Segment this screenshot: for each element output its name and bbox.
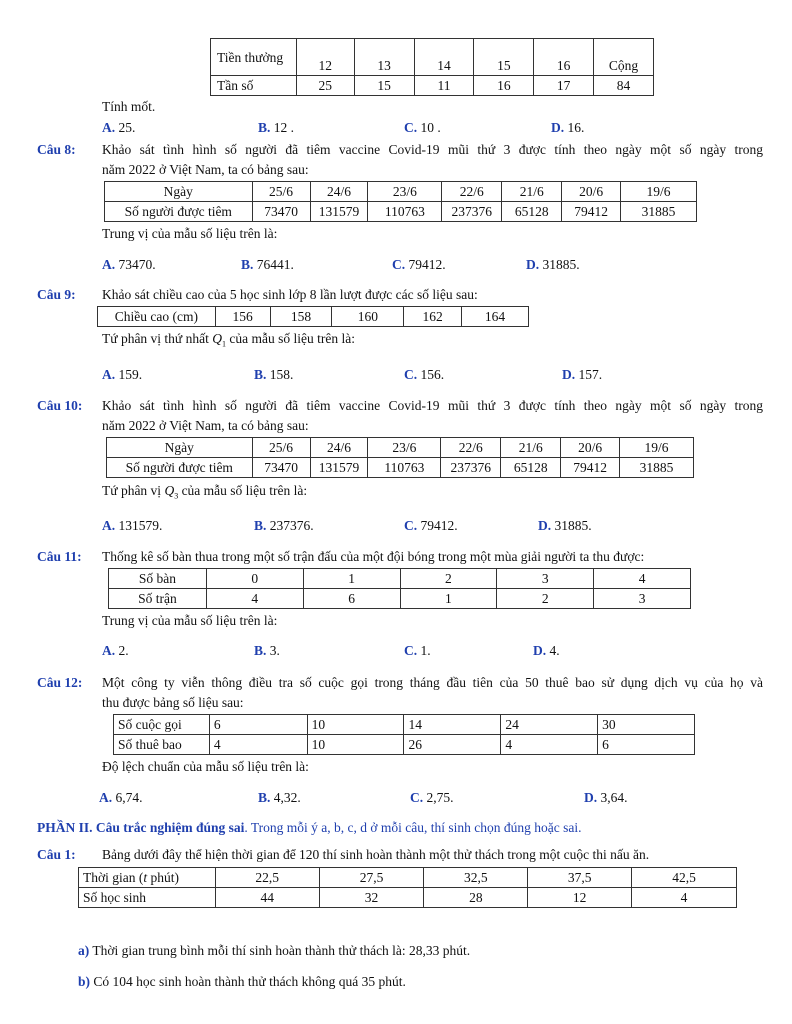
table-header-cell: Số trận xyxy=(109,589,207,609)
question-label: Câu 12: xyxy=(37,675,83,690)
table-cell: 10 xyxy=(307,735,404,755)
table-cell: 4 xyxy=(501,735,598,755)
option-b: B. 12 . xyxy=(258,120,295,135)
option-c: C. 79412. xyxy=(404,518,458,533)
question-text: năm 2022 ở Việt Nam, ta có bảng sau: xyxy=(102,418,309,433)
table-cell: 65128 xyxy=(501,458,561,478)
section-heading: PHẦN II. Câu trắc nghiệm đúng sai. Trong mỗi ý a, b, c, d ở mỗi câu, thí sinh chọn đúng hoặc sai. xyxy=(37,820,582,835)
option-d: D. 3,64. xyxy=(584,790,628,805)
option-c: C. 1. xyxy=(404,643,431,658)
table-header-cell: Chiều cao (cm) xyxy=(98,307,216,327)
table-cell: 0 xyxy=(206,569,303,589)
table-cell: 10 xyxy=(307,715,404,735)
question-text: Tứ phân vị thứ nhất $Q_1$ của mẫu số liệu trên là: xyxy=(102,331,355,349)
option-c: C. 79412. xyxy=(392,257,446,272)
table-cell: 12 xyxy=(296,39,354,76)
table-cell: 14 xyxy=(404,715,501,735)
table-cell: 6 xyxy=(598,735,695,755)
option-d: D. 31885. xyxy=(538,518,592,533)
table-cell: 22,5 xyxy=(215,868,319,888)
question-text: Độ lệch chuẩn của mẫu số liệu trên là: xyxy=(102,759,309,774)
table-cell: 20/6 xyxy=(562,182,621,202)
table-cell: 3 xyxy=(594,589,691,609)
table-cell: 4 xyxy=(632,888,737,908)
table-cell: 3 xyxy=(497,569,594,589)
table-cell: 22/6 xyxy=(441,438,501,458)
question-text: Trung vị của mẫu số liệu trên là: xyxy=(102,613,278,628)
question-text: Thống kê số bàn thua trong một số trận đấu của một đội bóng trong một mùa giải người ta thu được: xyxy=(102,549,645,564)
table-header-cell: Số người được tiêm xyxy=(107,458,253,478)
table-cell: 22/6 xyxy=(442,182,502,202)
table-cell: 2 xyxy=(497,589,594,609)
vaccine-table xyxy=(104,181,697,222)
question-text: Trung vị của mẫu số liệu trên là: xyxy=(102,226,278,241)
table-cell: 131579 xyxy=(310,458,368,478)
table-cell: 28 xyxy=(424,888,528,908)
option-a: A. 131579. xyxy=(102,518,163,533)
table-header-cell: Số bàn xyxy=(109,569,207,589)
table-cell: 15 xyxy=(474,39,534,76)
option-b: B. 3. xyxy=(254,643,280,658)
table-cell: 162 xyxy=(404,307,462,327)
table-cell: 24/6 xyxy=(310,438,368,458)
table-cell: 6 xyxy=(209,715,307,735)
option-b: B. 4,32. xyxy=(258,790,301,805)
question-text: Bảng dưới đây thể hiện thời gian để 120 thí sinh hoàn thành một thử thách trong một cuộc thi nấu ăn. xyxy=(102,847,650,862)
table-cell: 25/6 xyxy=(252,438,310,458)
table-cell: 131579 xyxy=(310,202,368,222)
table-cell: 237376 xyxy=(442,202,502,222)
question-label: Câu 9: xyxy=(37,287,76,302)
question-text: Tính mốt. xyxy=(102,99,156,114)
table-cell: 4 xyxy=(206,589,303,609)
table-cell: 158 xyxy=(270,307,332,327)
table-cell: 1 xyxy=(400,589,497,609)
question-text: năm 2022 ở Việt Nam, ta có bảng sau: xyxy=(102,162,309,177)
reward-frequency-table xyxy=(210,38,654,96)
table-cell: 32,5 xyxy=(424,868,528,888)
option-d: D. 16. xyxy=(551,120,585,135)
option-a: A. 2. xyxy=(102,643,129,658)
question-label: Câu 10: xyxy=(37,398,83,413)
question-text: Khảo sát chiều cao của 5 học sinh lớp 8 lần lượt được các số liệu sau: xyxy=(102,287,478,302)
table-header-cell: Ngày xyxy=(107,438,253,458)
question-text: Tứ phân vị $Q_3$ của mẫu số liệu trên là: xyxy=(102,483,308,501)
table-cell: 24/6 xyxy=(310,182,368,202)
table-cell: 31885 xyxy=(620,458,694,478)
table-header-cell: Ngày xyxy=(105,182,253,202)
table-cell: 14 xyxy=(414,39,474,76)
table-cell: 20/6 xyxy=(561,438,620,458)
table-cell: 31885 xyxy=(621,202,697,222)
statement-b: b) Có 104 học sinh hoàn thành thử thách không quá 35 phút. xyxy=(78,974,406,989)
option-c: C. 10 . xyxy=(404,120,441,135)
option-a: A. 25. xyxy=(102,120,136,135)
option-b: B. 76441. xyxy=(241,257,294,272)
table-cell: 23/6 xyxy=(368,182,442,202)
table-cell: 25/6 xyxy=(252,182,310,202)
table-cell: 237376 xyxy=(441,458,501,478)
table-header-cell: Thời gian (t phút) xyxy=(79,868,216,888)
question-text: Một công ty viễn thông điều tra số cuộc gọi trong tháng đầu tiên của 50 thuê bao sử dụng dịch vụ của họ và xyxy=(102,675,763,690)
table-cell: 156 xyxy=(215,307,270,327)
option-c: C. 2,75. xyxy=(410,790,454,805)
table-header-cell: Tần số xyxy=(211,76,297,96)
table-cell: 16 xyxy=(534,39,594,76)
table-cell: 110763 xyxy=(368,458,441,478)
table-cell: 2 xyxy=(400,569,497,589)
question-text: Khảo sát tình hình số người đã tiêm vaccine Covid-19 mũi thứ 3 được tính theo ngày một số ngày trong xyxy=(102,142,763,157)
table-cell: 4 xyxy=(209,735,307,755)
table-cell: 73470 xyxy=(252,202,310,222)
table-cell: 23/6 xyxy=(368,438,441,458)
table-cell: 21/6 xyxy=(502,182,562,202)
table-cell: 84 xyxy=(594,76,654,96)
table-cell: 160 xyxy=(332,307,404,327)
table-cell: 42,5 xyxy=(632,868,737,888)
table-header-cell: Số thuê bao xyxy=(114,735,210,755)
option-d: D. 4. xyxy=(533,643,560,658)
table-cell: 19/6 xyxy=(620,438,694,458)
table-cell: Cộng xyxy=(594,39,654,76)
table-cell: 79412 xyxy=(562,202,621,222)
option-a: A. 6,74. xyxy=(99,790,143,805)
table-cell: 164 xyxy=(462,307,529,327)
option-d: D. 157. xyxy=(562,367,603,382)
option-a: A. 73470. xyxy=(102,257,156,272)
table-cell: 12 xyxy=(528,888,632,908)
table-cell: 15 xyxy=(354,76,414,96)
table-cell: 19/6 xyxy=(621,182,697,202)
question-text: Khảo sát tình hình số người đã tiêm vaccine Covid-19 mũi thứ 3 được tính theo ngày một số ngày trong xyxy=(102,398,763,413)
table-cell: 13 xyxy=(354,39,414,76)
table-cell: 11 xyxy=(414,76,474,96)
table-cell: 26 xyxy=(404,735,501,755)
table-cell: 37,5 xyxy=(528,868,632,888)
question-label: Câu 8: xyxy=(37,142,76,157)
option-b: B. 237376. xyxy=(254,518,314,533)
height-table xyxy=(97,306,529,327)
option-c: C. 156. xyxy=(404,367,445,382)
table-cell: 27,5 xyxy=(319,868,424,888)
question-label: Câu 11: xyxy=(37,549,82,564)
table-cell: 65128 xyxy=(502,202,562,222)
question-text: thu được bảng số liệu sau: xyxy=(102,695,244,710)
table-header-cell: Số cuộc gọi xyxy=(114,715,210,735)
goals-table xyxy=(108,568,691,609)
cooking-time-table xyxy=(78,867,737,908)
vaccine-table xyxy=(106,437,694,478)
table-cell: 1 xyxy=(303,569,400,589)
table-cell: 25 xyxy=(296,76,354,96)
table-cell: 24 xyxy=(501,715,598,735)
question-label: Câu 1: xyxy=(37,847,76,862)
table-cell: 30 xyxy=(598,715,695,735)
table-cell: 6 xyxy=(303,589,400,609)
option-b: B. 158. xyxy=(254,367,294,382)
table-header-cell: Tiền thưởng xyxy=(211,39,297,76)
table-cell: 110763 xyxy=(368,202,442,222)
table-cell: 73470 xyxy=(252,458,310,478)
table-header-cell: Số học sinh xyxy=(79,888,216,908)
option-a: A. 159. xyxy=(102,367,143,382)
option-d: D. 31885. xyxy=(526,257,580,272)
table-cell: 17 xyxy=(534,76,594,96)
table-cell: 32 xyxy=(319,888,424,908)
table-cell: 16 xyxy=(474,76,534,96)
table-cell: 21/6 xyxy=(501,438,561,458)
table-cell: 79412 xyxy=(561,458,620,478)
statement-a: a) Thời gian trung bình mỗi thí sinh hoàn thành thử thách là: 28,33 phút. xyxy=(78,943,471,958)
table-header-cell: Số người được tiêm xyxy=(105,202,253,222)
table-cell: 44 xyxy=(215,888,319,908)
calls-table xyxy=(113,714,695,755)
table-cell: 4 xyxy=(594,569,691,589)
